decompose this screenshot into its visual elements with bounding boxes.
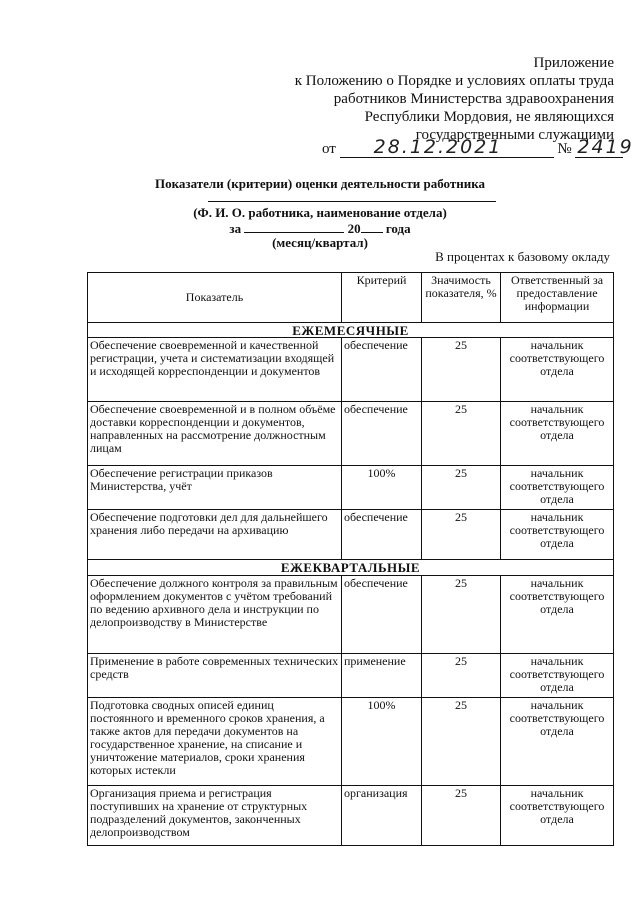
- section-title: ЕЖЕМЕСЯЧНЫЕ: [88, 323, 614, 338]
- cell-criterion: 100%: [342, 466, 422, 510]
- period-year-prefix: 20: [347, 221, 361, 236]
- header-weight: Значимость показателя, %: [422, 273, 501, 323]
- table-row: [88, 654, 614, 698]
- appendix-line-3: работников Министерства здравоохранения: [333, 91, 614, 107]
- cell-indicator: Организация приема и регистрация поступивших на хранение от структурных подразделений документов, законченных делопроизводством: [88, 786, 342, 846]
- header-indicator: Показатель: [88, 273, 342, 323]
- table-row: [88, 402, 614, 466]
- cell-weight: 25: [422, 510, 501, 560]
- period-year-suffix: года: [385, 221, 411, 236]
- year-blank: [361, 220, 383, 233]
- cell-criterion: обеспечение: [342, 576, 422, 654]
- cell-responsible: начальник соответствующего отдела: [501, 510, 614, 560]
- table-row: [88, 338, 614, 402]
- cell-responsible: начальник соответствующего отдела: [501, 654, 614, 698]
- section-row-monthly: [88, 323, 614, 338]
- cell-criterion: обеспечение: [342, 402, 422, 466]
- table-row: [88, 698, 614, 786]
- cell-criterion: применение: [342, 654, 422, 698]
- cell-criterion: организация: [342, 786, 422, 846]
- cell-weight: 25: [422, 698, 501, 786]
- cell-responsible: начальник соответствующего отдела: [501, 402, 614, 466]
- order-date-field: [340, 136, 554, 158]
- section-title: ЕЖЕКВАРТАЛЬНЫЕ: [88, 560, 614, 576]
- cell-indicator: Обеспечение своевременной и качественной регистрации, учета и систематизации входящей и исходящей корреспонденции и документов: [88, 338, 342, 402]
- name-blank-line: [208, 201, 496, 202]
- number-label: №: [557, 141, 572, 157]
- cell-indicator: Обеспечение своевременной и в полном объёме доставки корреспонденции и документов, направленных на рассмотрение должностным лицам: [88, 402, 342, 466]
- cell-weight: 25: [422, 466, 501, 510]
- cell-weight: 25: [422, 338, 501, 402]
- order-date: 28.12.2021: [373, 136, 503, 158]
- cell-indicator: Применение в работе современных технических средств: [88, 654, 342, 698]
- cell-responsible: начальник соответствующего отдела: [501, 338, 614, 402]
- cell-indicator: Обеспечение регистрации приказов Министерства, учёт: [88, 466, 342, 510]
- period-blank: [244, 220, 344, 233]
- table-header-row: [88, 273, 614, 323]
- cell-weight: 25: [422, 786, 501, 846]
- cell-weight: 25: [422, 402, 501, 466]
- cell-indicator: Обеспечение должного контроля за правильным оформлением документов с учётом требований по ведению архивного дела и инструкции по делопроизводству в Министерстве: [88, 576, 342, 654]
- from-label: от: [322, 141, 336, 157]
- order-number-field: [575, 136, 634, 158]
- cell-weight: 25: [422, 654, 501, 698]
- name-hint: (Ф. И. О. работника, наименование отдела): [193, 205, 447, 220]
- appendix-line-5: государственными служащими: [415, 127, 614, 143]
- table-row: [88, 786, 614, 846]
- cell-indicator: Обеспечение подготовки дел для дальнейшего хранения либо передачи на архивацию: [88, 510, 342, 560]
- cell-responsible: начальник соответствующего отдела: [501, 698, 614, 786]
- cell-criterion: обеспечение: [342, 510, 422, 560]
- section-row-quarterly: [88, 560, 614, 576]
- appendix-label: Приложение: [533, 55, 614, 71]
- period-hint: (месяц/квартал): [272, 235, 368, 250]
- document-title: Показатели (критерии) оценки деятельности работника: [154, 176, 486, 191]
- cell-indicator: Подготовка сводных описей единиц постоянного и временного сроков хранения, а также актов для передачи документов на государственное хранение, на списание и уничтожение материалов, сроки хранения которых истекли: [88, 698, 342, 786]
- table-row: [88, 576, 614, 654]
- appendix-line-2: к Положению о Порядке и условиях оплаты труда: [294, 73, 614, 89]
- order-number: 2419: [577, 136, 634, 158]
- table-row: [88, 510, 614, 560]
- order-date-number: [322, 136, 634, 158]
- cell-responsible: начальник соответствующего отдела: [501, 786, 614, 846]
- header-criterion: Критерий: [342, 273, 422, 323]
- header-responsible: Ответственный за предоставление информации: [501, 273, 614, 323]
- basis-note: В процентах к базовому окладу: [435, 249, 610, 264]
- cell-criterion: 100%: [342, 698, 422, 786]
- period-za: за: [229, 221, 242, 236]
- cell-criterion: обеспечение: [342, 338, 422, 402]
- table-row: [88, 466, 614, 510]
- cell-weight: 25: [422, 576, 501, 654]
- appendix-line-4: Республики Мордовия, не являющихся: [364, 109, 614, 125]
- cell-responsible: начальник соответствующего отдела: [501, 466, 614, 510]
- cell-responsible: начальник соответствующего отдела: [501, 576, 614, 654]
- appendix-header: [295, 54, 614, 144]
- criteria-table: [87, 272, 614, 846]
